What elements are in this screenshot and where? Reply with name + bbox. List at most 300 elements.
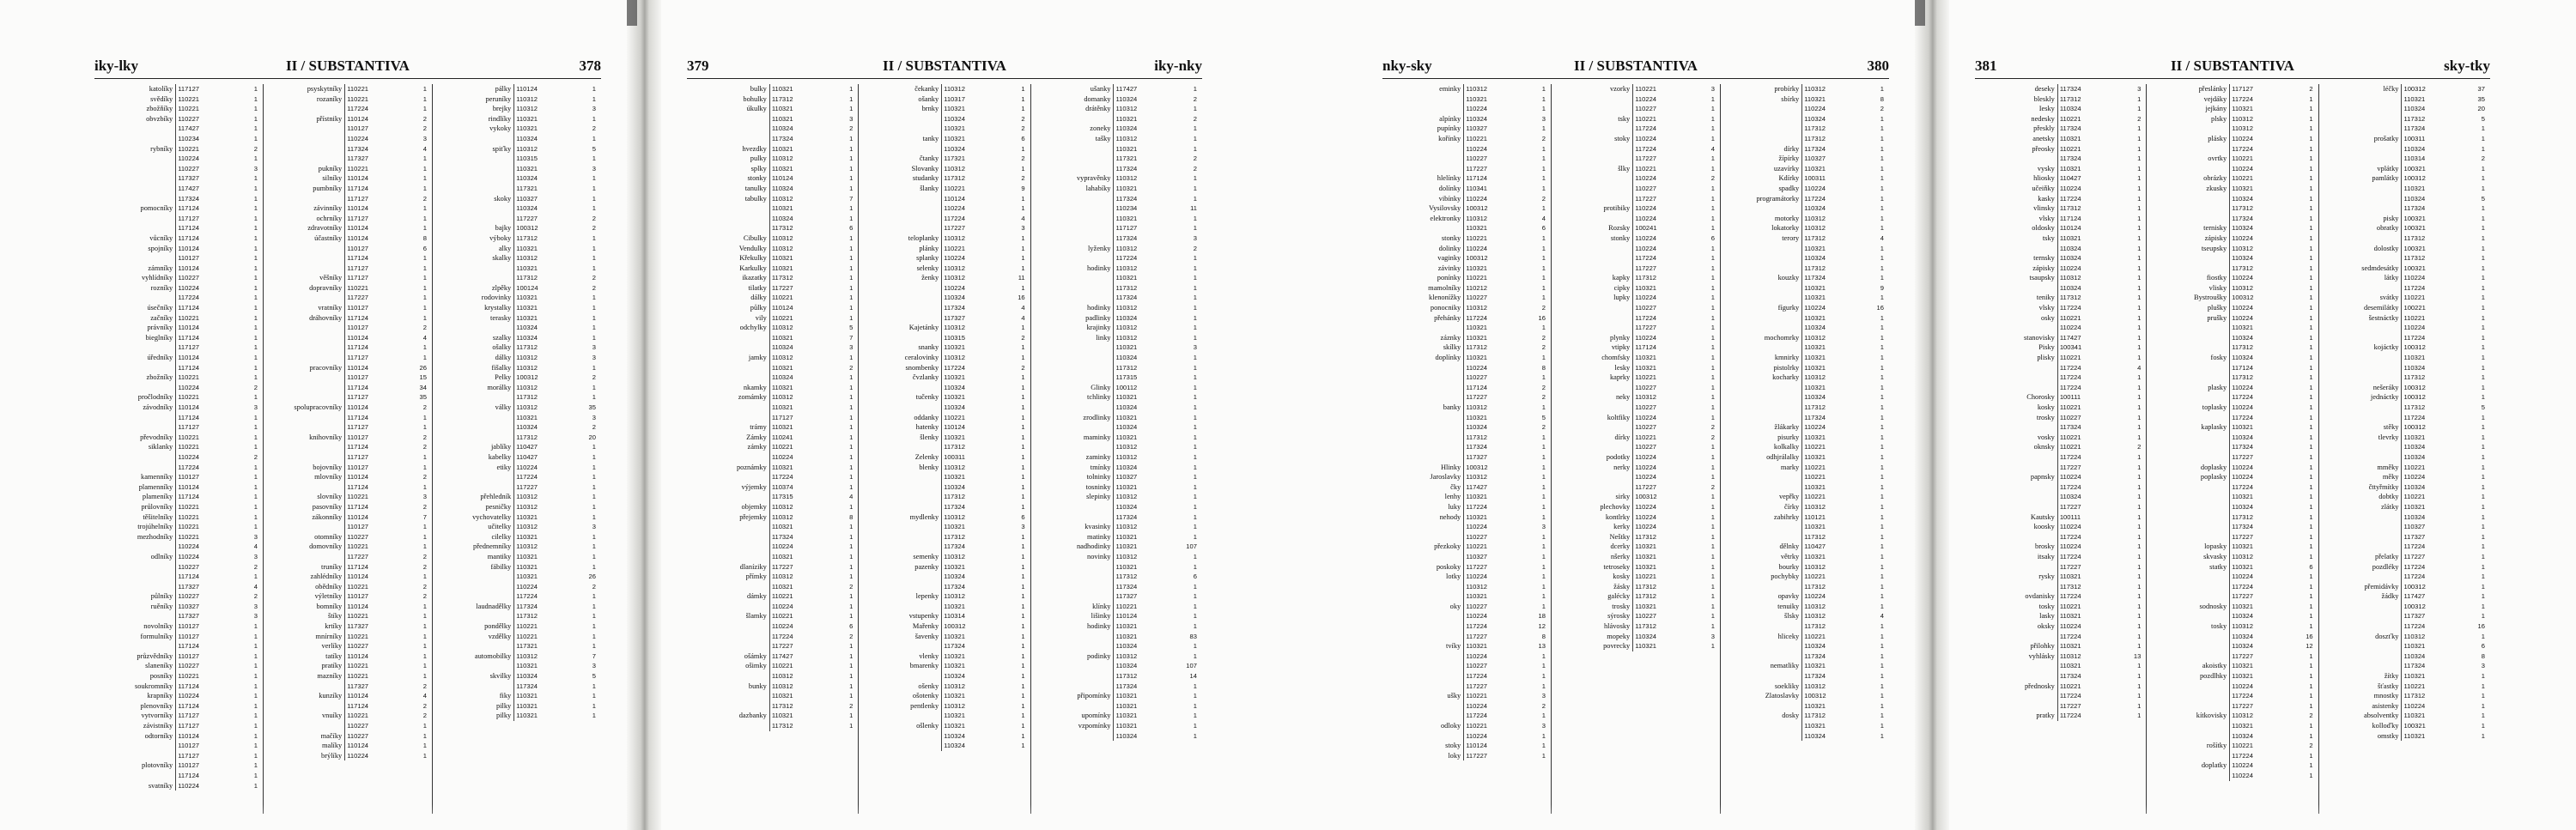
entry-count: 1 xyxy=(2309,403,2313,411)
entry-count: 1 xyxy=(1880,134,1884,142)
entry-code: 110312 xyxy=(941,591,1004,602)
list-item xyxy=(690,502,854,512)
list-item xyxy=(862,154,1026,164)
list-item xyxy=(2150,104,2314,114)
list-item xyxy=(690,492,854,502)
entry-code: 110227 xyxy=(344,721,405,731)
list-item xyxy=(862,283,1026,294)
entry-code: 117324 xyxy=(2229,214,2292,224)
entry-code: 110224 xyxy=(2229,463,2292,473)
list-item xyxy=(1555,452,1716,463)
entry-code: 117124 xyxy=(1632,342,1693,353)
entry-word: přednosky xyxy=(2024,682,2055,690)
entry-count: 1 xyxy=(2137,413,2142,421)
entry-code: 100111 xyxy=(2057,512,2120,523)
entry-count: 1 xyxy=(592,174,596,183)
entry-count: 1 xyxy=(1193,523,1197,531)
entry-count: 1 xyxy=(2309,204,2313,213)
entry-count: 1 xyxy=(592,532,596,541)
entry-word: pumbníky xyxy=(313,184,343,192)
entry-code: 110221 xyxy=(344,582,405,592)
list-item xyxy=(2323,164,2487,174)
list-item xyxy=(1724,641,1886,651)
entry-count: 1 xyxy=(1021,233,1025,242)
list-item xyxy=(690,442,854,452)
list-item xyxy=(690,154,854,164)
entry-word: spadky xyxy=(1778,184,1800,192)
entry-word: krtíky xyxy=(325,622,343,631)
entry-count: 2 xyxy=(592,373,596,382)
list-item xyxy=(1724,313,1886,324)
entry-count: 1 xyxy=(1710,582,1715,591)
entry-word xyxy=(1724,482,1801,493)
entry-count: 2 xyxy=(1021,174,1025,183)
entry-count: 1 xyxy=(592,204,596,213)
entry-word xyxy=(862,492,941,502)
list-item xyxy=(1978,244,2142,254)
entry-word: truníky xyxy=(321,562,343,571)
list-item xyxy=(2323,463,2487,473)
entry-word: studanky xyxy=(912,174,939,183)
entry-code: 110312 xyxy=(1801,223,1862,233)
list-item xyxy=(1724,363,1886,373)
running-head-left: 379 xyxy=(687,58,709,74)
entry-code: 110124 xyxy=(344,512,405,523)
entry-word xyxy=(690,701,769,712)
entry-code: 117224 xyxy=(2057,452,2120,463)
list-item xyxy=(690,373,854,383)
list-item xyxy=(690,532,854,542)
entry-code: 117324 xyxy=(344,144,405,154)
entry-word xyxy=(267,422,344,433)
entry-code: 117124 xyxy=(175,413,236,423)
entry-code: 117224 xyxy=(2057,363,2120,373)
entry-code: 110324 xyxy=(941,731,1004,742)
list-item xyxy=(1724,621,1886,632)
entry-count: 1 xyxy=(253,722,258,730)
entry-code: 117127 xyxy=(344,264,405,274)
entry-code: 110321 xyxy=(769,104,832,114)
list-item xyxy=(1386,264,1547,274)
list-item xyxy=(436,392,598,403)
entry-code: 117312 xyxy=(2401,114,2464,124)
entry-code: 117124 xyxy=(344,442,405,452)
entry-count: 1 xyxy=(2481,294,2485,302)
entry-code: 110221 xyxy=(175,522,236,532)
list-item xyxy=(2150,253,2314,264)
list-item xyxy=(1724,522,1886,532)
entry-word: pročlodníky xyxy=(137,393,173,402)
entry-code: 110427 xyxy=(513,452,574,463)
entry-word xyxy=(1555,154,1632,164)
entry-count: 1 xyxy=(849,452,854,461)
entry-count: 1 xyxy=(2309,523,2313,531)
entry-word: tašky xyxy=(1095,134,1111,142)
entry-code: 110327 xyxy=(1113,472,1176,482)
list-item xyxy=(2323,353,2487,363)
entry-code: 110227 xyxy=(175,562,236,573)
entry-word xyxy=(690,691,769,701)
entry-word xyxy=(2323,413,2402,423)
entry-count: 1 xyxy=(1541,324,1546,332)
list-item xyxy=(862,144,1026,154)
list-item xyxy=(1555,512,1716,523)
entry-word: poznámky xyxy=(736,463,767,471)
list-item xyxy=(2150,611,2314,621)
entry-count: 6 xyxy=(2481,642,2485,651)
entry-code: 110221 xyxy=(1463,691,1524,701)
entry-count: 7 xyxy=(422,512,427,521)
entry-word: plenovníky xyxy=(140,701,173,710)
entry-code: 110227 xyxy=(1463,154,1524,164)
entry-code: 110324 xyxy=(769,124,832,134)
entry-count: 2 xyxy=(2137,443,2142,451)
entry-code: 117127 xyxy=(175,342,236,353)
entry-code: 110321 xyxy=(1801,482,1862,493)
entry-code: 117312 xyxy=(1801,621,1862,632)
list-item xyxy=(862,532,1026,542)
entry-word: mezhodníky xyxy=(137,532,173,541)
entry-count: 2 xyxy=(1710,482,1715,491)
entry-code: 110321 xyxy=(513,413,574,423)
entry-count: 1 xyxy=(1710,542,1715,551)
entry-code: 110224 xyxy=(769,621,832,632)
entry-word: tanulky xyxy=(744,184,767,192)
entry-count: 1 xyxy=(1193,731,1197,740)
list-item xyxy=(690,233,854,244)
entry-count: 1 xyxy=(1021,552,1025,560)
entry-code: 110312 xyxy=(513,522,574,532)
entry-code: 117324 xyxy=(1113,233,1176,244)
list-item xyxy=(2323,173,2487,184)
entry-count: 2 xyxy=(253,562,258,571)
entry-count: 1 xyxy=(2309,363,2313,372)
entry-word xyxy=(1978,244,2057,254)
entry-word: krystalky xyxy=(484,304,512,312)
entry-code: 117312 xyxy=(2057,94,2120,105)
entry-word xyxy=(690,203,769,214)
entry-word xyxy=(2150,492,2229,502)
entry-code: 110224 xyxy=(2057,323,2120,333)
entry-count: 1 xyxy=(2137,283,2142,292)
entry-word: vzorky xyxy=(1609,85,1631,93)
entry-code: 117324 xyxy=(1801,413,1862,423)
entry-count: 1 xyxy=(1021,393,1025,402)
entry-word: pisky xyxy=(2383,214,2399,222)
list-item xyxy=(862,203,1026,214)
list-item xyxy=(1555,184,1716,194)
list-item xyxy=(2150,721,2314,731)
entry-code: 110321 xyxy=(769,144,832,154)
entry-word: fábilky xyxy=(490,562,512,571)
entry-count: 2 xyxy=(422,324,427,332)
entry-count: 1 xyxy=(1710,452,1715,461)
entry-count: 3 xyxy=(1021,523,1025,531)
entry-code: 117227 xyxy=(769,283,832,294)
entry-word xyxy=(1386,413,1463,423)
entry-count: 1 xyxy=(2481,443,2485,451)
entry-count: 1 xyxy=(1193,423,1197,432)
list-item xyxy=(862,223,1026,233)
entry-count: 16 xyxy=(2477,622,2485,631)
list-item xyxy=(1724,512,1886,523)
entry-count: 1 xyxy=(849,164,854,173)
entry-word xyxy=(1035,641,1114,651)
list-item xyxy=(1386,363,1547,373)
entry-word xyxy=(1555,214,1632,224)
list-item xyxy=(690,621,854,632)
entry-word xyxy=(267,244,344,254)
entry-code: 110227 xyxy=(1632,403,1693,413)
entry-word xyxy=(98,611,175,621)
list-item xyxy=(1978,472,2142,482)
entry-code: 110324 xyxy=(769,184,832,194)
entry-count: 1 xyxy=(592,114,596,123)
entry-count: 8 xyxy=(1541,632,1546,640)
entry-code: 110324 xyxy=(1801,731,1862,742)
list-item xyxy=(267,422,428,433)
entry-code: 100221 xyxy=(2401,303,2464,313)
list-item xyxy=(1386,244,1547,254)
entry-code: 117227 xyxy=(941,223,1004,233)
list-item xyxy=(1724,203,1886,214)
entry-code: 117312 xyxy=(941,173,1004,184)
entry-word: plameníky xyxy=(142,493,173,501)
list-item xyxy=(267,701,428,712)
entry-word xyxy=(862,731,941,742)
list-item xyxy=(1978,602,2142,612)
entry-code: 110321 xyxy=(513,244,574,254)
list-item xyxy=(436,552,598,562)
entry-code: 110224 xyxy=(2229,760,2292,771)
entry-word: svátky xyxy=(2379,294,2399,302)
entry-count: 8 xyxy=(422,233,427,242)
entry-word: mlovníky xyxy=(314,473,343,482)
list-item xyxy=(98,422,259,433)
list-item xyxy=(2150,84,2314,94)
list-item xyxy=(1555,323,1716,333)
entry-count: 1 xyxy=(592,254,596,263)
list-item xyxy=(98,184,259,194)
entry-word xyxy=(690,114,769,124)
entry-word: skalky xyxy=(492,254,512,263)
entry-count: 1 xyxy=(1880,493,1884,501)
entry-word xyxy=(1386,154,1463,164)
entry-count: 1 xyxy=(1710,164,1715,173)
entry-count: 1 xyxy=(2309,254,2313,263)
entry-count: 7 xyxy=(849,194,854,203)
entry-word xyxy=(98,194,175,204)
entry-word: odloky xyxy=(1440,722,1461,730)
entry-count: 1 xyxy=(253,134,258,142)
list-item xyxy=(98,203,259,214)
list-item xyxy=(1724,124,1886,134)
entry-word xyxy=(1386,442,1463,452)
entry-count: 6 xyxy=(1541,224,1546,233)
entry-count: 1 xyxy=(1541,672,1546,681)
entry-word: ternsky xyxy=(2033,254,2055,263)
entry-count: 1 xyxy=(2309,383,2313,391)
entry-count: 1 xyxy=(1193,373,1197,382)
entry-code: 117427 xyxy=(2401,591,2464,602)
entry-code: 110312 xyxy=(513,403,574,413)
entry-word: matinky xyxy=(1087,532,1111,541)
entry-code: 110127 xyxy=(175,632,236,642)
entry-code: 110321 xyxy=(1113,342,1176,353)
entry-code: 110224 xyxy=(1632,244,1693,254)
entry-word: převodníky xyxy=(140,433,173,441)
entry-count: 11 xyxy=(1190,204,1197,213)
list-item xyxy=(1035,403,1199,413)
entry-count: 2 xyxy=(422,194,427,203)
entry-code: 110221 xyxy=(2401,492,2464,502)
entry-word xyxy=(267,104,344,114)
entry-word: verlíky xyxy=(321,642,343,651)
entry-count: 1 xyxy=(2309,283,2313,292)
entry-code: 110327 xyxy=(175,602,236,612)
list-item xyxy=(1386,671,1547,682)
entry-code: 117427 xyxy=(1113,84,1176,94)
entry-code: 110221 xyxy=(2229,741,2292,751)
entry-count: 1 xyxy=(1880,642,1884,651)
list-item xyxy=(98,741,259,751)
entry-code: 117312 xyxy=(941,532,1004,542)
entry-code: 117324 xyxy=(941,303,1004,313)
entry-count: 1 xyxy=(1541,174,1546,183)
list-item xyxy=(2323,552,2487,562)
entry-code: 117224 xyxy=(175,293,236,303)
entry-code: 110321 xyxy=(2057,233,2120,244)
entry-word xyxy=(2323,283,2402,294)
entry-count: 1 xyxy=(592,642,596,651)
list-item xyxy=(98,283,259,294)
list-item xyxy=(98,721,259,731)
entry-count: 1 xyxy=(1710,343,1715,352)
entry-word: vepřky xyxy=(1778,493,1800,501)
list-item xyxy=(2150,154,2314,164)
entry-word xyxy=(1386,433,1463,443)
entry-word xyxy=(2150,482,2229,493)
list-item xyxy=(98,214,259,224)
page-379 xyxy=(653,0,1288,830)
entry-code: 117227 xyxy=(2229,701,2292,712)
entry-count: 1 xyxy=(592,294,596,302)
list-item xyxy=(1724,293,1886,303)
entry-count: 3 xyxy=(253,612,258,621)
entry-code: 110321 xyxy=(769,552,832,562)
entry-code: 110221 xyxy=(2057,602,2120,612)
entry-word: oldosky xyxy=(2032,224,2055,233)
entry-count: 1 xyxy=(422,313,427,322)
entry-count: 1 xyxy=(2481,354,2485,362)
entry-word: šťastky xyxy=(2377,682,2399,690)
entry-code: 110124 xyxy=(175,244,236,254)
entry-word xyxy=(1555,442,1632,452)
entry-code: 110124 xyxy=(344,363,405,373)
entry-code: 110221 xyxy=(1801,632,1862,642)
list-item xyxy=(2323,293,2487,303)
entry-count: 1 xyxy=(422,105,427,113)
list-item xyxy=(436,632,598,642)
entry-code: 117127 xyxy=(344,353,405,363)
entry-count: 1 xyxy=(1880,473,1884,482)
entry-word xyxy=(2323,661,2402,671)
entry-code: 110321 xyxy=(941,342,1004,353)
entry-count: 2 xyxy=(253,383,258,391)
entry-word xyxy=(1035,671,1114,682)
entry-count: 1 xyxy=(253,124,258,133)
list-item xyxy=(2150,94,2314,105)
list-item xyxy=(267,283,428,294)
entry-code: 117124 xyxy=(344,562,405,573)
entry-count: 1 xyxy=(422,283,427,292)
entry-word xyxy=(98,164,175,174)
entry-code: 117124 xyxy=(175,641,236,651)
entry-word xyxy=(98,363,175,373)
entry-count: 1 xyxy=(2481,701,2485,710)
entry-count: 1 xyxy=(2481,672,2485,681)
entry-word: spolupracovníky xyxy=(294,403,343,411)
list-item xyxy=(1035,651,1199,662)
entry-count: 1 xyxy=(1021,562,1025,571)
entry-code: 110321 xyxy=(941,134,1004,144)
list-item xyxy=(98,363,259,373)
entry-code: 110427 xyxy=(2057,173,2120,184)
list-item xyxy=(1555,442,1716,452)
entry-count: 1 xyxy=(2481,134,2485,142)
entry-count: 1 xyxy=(2137,423,2142,432)
entry-count: 1 xyxy=(1193,582,1197,591)
entry-count: 2 xyxy=(1541,333,1546,342)
entry-code: 117312 xyxy=(513,611,574,621)
entry-code: 110321 xyxy=(1632,562,1693,573)
entry-code: 110312 xyxy=(769,353,832,363)
entry-word: loky xyxy=(1448,751,1461,760)
entry-count: 1 xyxy=(2137,254,2142,263)
list-item xyxy=(1978,173,2142,184)
entry-count: 1 xyxy=(1541,682,1546,690)
entry-code: 110321 xyxy=(2229,562,2292,573)
entry-count: 1 xyxy=(2309,622,2313,631)
entry-word: průlovníky xyxy=(141,502,173,511)
entry-count: 1 xyxy=(1880,363,1884,372)
list-item xyxy=(690,184,854,194)
entry-code: 110221 xyxy=(769,591,832,602)
list-item xyxy=(2150,711,2314,721)
entry-count: 1 xyxy=(2309,761,2313,770)
entry-count: 1 xyxy=(1021,473,1025,482)
entry-word: mantiky xyxy=(487,552,512,560)
list-item xyxy=(98,244,259,254)
entry-word: itsaky xyxy=(2037,552,2055,560)
entry-word: jamky xyxy=(748,354,767,362)
entry-code: 110221 xyxy=(1463,721,1524,731)
entry-code: 117324 xyxy=(769,134,832,144)
entry-code: 110321 xyxy=(2229,671,2292,682)
entry-word: omstky xyxy=(2377,731,2399,740)
entry-code: 110221 xyxy=(175,104,236,114)
entry-word xyxy=(98,413,175,423)
entry-code: 117224 xyxy=(1463,313,1524,324)
entry-code: 110324 xyxy=(2229,333,2292,343)
entry-count: 1 xyxy=(2481,523,2485,531)
list-item xyxy=(1035,591,1199,602)
list-item xyxy=(2323,233,2487,244)
entry-count: 1 xyxy=(1541,184,1546,192)
entry-code: 100312 xyxy=(1463,203,1524,214)
entry-count: 1 xyxy=(2309,731,2313,740)
entry-code: 110321 xyxy=(513,124,574,134)
